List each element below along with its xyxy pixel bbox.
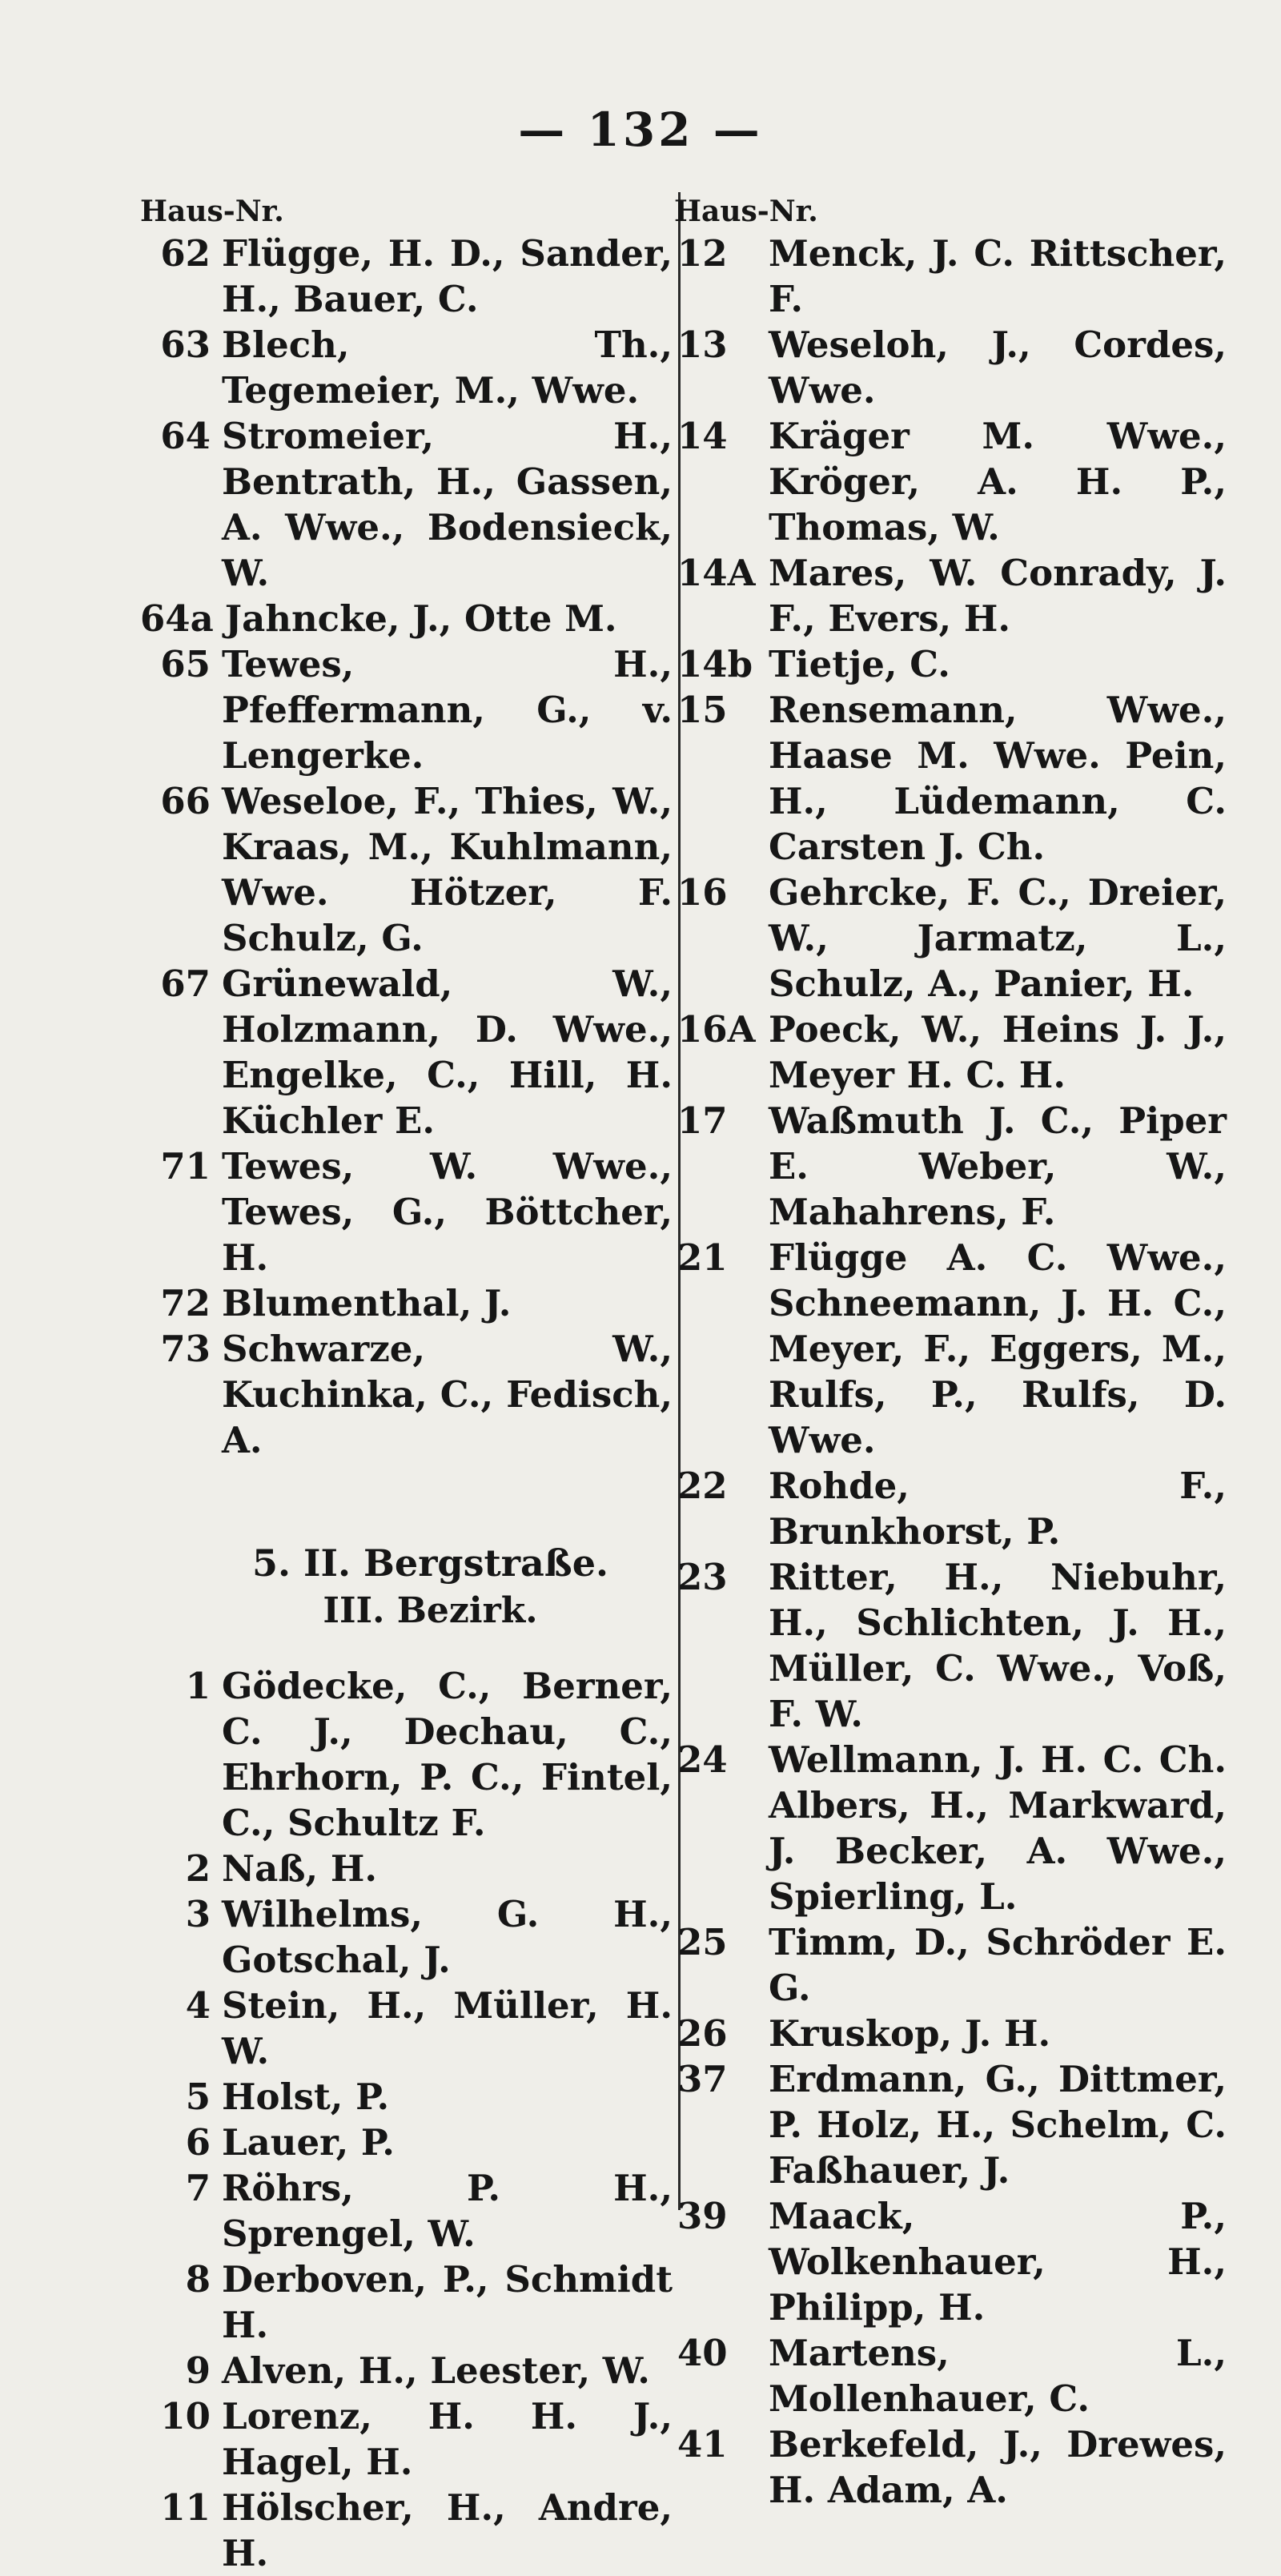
directory-entry (674, 1235, 1227, 1463)
directory-entry (140, 2257, 673, 2348)
house-number: 6 (185, 2121, 211, 2164)
house-number: 3 (185, 1893, 211, 1935)
resident-names: Stein, H., Müller, H. W. (222, 1984, 673, 2072)
resident-names: Poeck, W., Heins J. J., Meyer H. C. H. (769, 1008, 1227, 1096)
right-column-header: Haus-Nr. (674, 195, 818, 228)
resident-names: Lauer, P. (222, 2121, 395, 2164)
directory-entry (140, 1326, 673, 1463)
directory-entry (674, 1919, 1227, 2011)
house-number: 17 (677, 1099, 728, 1142)
house-number: 5 (185, 2076, 211, 2118)
house-number: 39 (677, 2195, 728, 2237)
directory-entry (674, 1463, 1227, 1554)
house-number: 67 (160, 962, 211, 1005)
directory-entry (674, 2056, 1227, 2193)
house-number: 1 (185, 1665, 211, 1707)
resident-names: Menck, J. C. Rittscher, F. (769, 232, 1227, 320)
house-number: 40 (677, 2332, 728, 2374)
directory-entry (140, 961, 673, 1143)
resident-names: Hölscher, H., Andre, H. (222, 2486, 673, 2574)
resident-names: Alven, H., Leester, W. (222, 2349, 650, 2392)
house-number: 64a (140, 597, 214, 640)
house-number: 37 (677, 2058, 728, 2100)
house-number: 41 (677, 2423, 728, 2465)
resident-names: Blumenthal, J. (222, 1282, 512, 1324)
directory-entry (674, 1737, 1227, 1919)
directory-entry (140, 2393, 673, 2485)
resident-names: Flügge A. C. Wwe., Schneemann, J. H. C., Meyer, F., Eggers, M., Rulfs, P., Rulfs, D. Wwe. (769, 1236, 1227, 1461)
directory-entry (140, 641, 673, 778)
house-number: 8 (185, 2258, 211, 2301)
directory-entry (140, 2485, 673, 2576)
house-number: 22 (677, 1465, 728, 1507)
right-entry-list (674, 231, 1227, 2513)
directory-entry (140, 1891, 673, 1983)
directory-entry (674, 322, 1227, 413)
house-number: 62 (160, 232, 211, 275)
house-number: 14 (677, 415, 728, 457)
resident-names: Kruskop, J. H. (769, 2012, 1051, 2055)
resident-names: Kräger M. Wwe., Kröger, A. H. P., Thomas, W. (769, 415, 1227, 549)
directory-entry (674, 231, 1227, 322)
house-number: 16 (677, 871, 728, 914)
resident-names: Berkefeld, J., Drewes, H. Adam, A. (769, 2423, 1227, 2511)
directory-entry (674, 641, 1227, 687)
resident-names: Erdmann, G., Dittmer, P. Holz, H., Schelm, C. Faßhauer, J. (769, 2058, 1227, 2192)
resident-names: Weseloe, F., Thies, W., Kraas, M., Kuhlmann, Wwe. Hötzer, F. Schulz, G. (222, 780, 673, 959)
directory-entry (140, 2120, 673, 2165)
house-number: 72 (160, 1282, 211, 1324)
left-column (140, 192, 673, 2576)
resident-names: Gödecke, C., Berner, C. J., Dechau, C., Ehrhorn, P. C., Fintel, C., Schultz F. (222, 1665, 673, 1844)
resident-names: Röhrs, P. H., Sprengel, W. (222, 2167, 673, 2255)
resident-names: Naß, H. (222, 1847, 377, 1890)
directory-entry (674, 2330, 1227, 2421)
resident-names: Rohde, F., Brunkhorst, P. (769, 1465, 1227, 1553)
directory-entry (140, 2348, 673, 2393)
directory-entry (674, 687, 1227, 870)
house-number: 65 (160, 643, 211, 685)
directory-entry (140, 1663, 673, 1846)
house-number: 66 (160, 780, 211, 822)
house-number: 7 (185, 2167, 211, 2209)
directory-entry (140, 596, 673, 641)
resident-names: Blech, Th., Tegemeier, M., Wwe. (222, 324, 673, 412)
directory-entry (140, 2165, 673, 2257)
house-number: 14A (677, 552, 756, 594)
resident-names: Maack, P., Wolkenhauer, H., Philipp, H. (769, 2195, 1227, 2329)
left-column-header: Haus-Nr. (140, 195, 284, 228)
house-number: 23 (677, 1556, 728, 1598)
resident-names: Mares, W. Conrady, J. F., Evers, H. (769, 552, 1227, 640)
directory-entry (140, 1143, 673, 1280)
directory-entry (140, 1280, 673, 1326)
resident-names: Tewes, W. Wwe., Tewes, G., Böttcher, H. (222, 1145, 673, 1279)
house-number: 16A (677, 1008, 756, 1051)
left-entry-list (140, 231, 673, 1463)
house-number: 4 (185, 1984, 211, 2027)
directory-entry (674, 550, 1227, 641)
resident-names: Weseloh, J., Cordes, Wwe. (769, 324, 1227, 412)
house-number: 26 (677, 2012, 728, 2055)
directory-entry (140, 2074, 673, 2120)
resident-names: Stromeier, H., Bentrath, H., Gassen, A. Wwe., Bodensieck, W. (222, 415, 673, 594)
directory-entry (674, 870, 1227, 1007)
resident-names: Timm, D., Schröder E. G. (769, 1921, 1227, 2009)
resident-names: Wilhelms, G. H., Gotschal, J. (222, 1893, 673, 1981)
resident-names: Derboven, P., Schmidt H. (222, 2258, 673, 2346)
house-number: 21 (677, 1236, 728, 1279)
directory-entry (674, 1554, 1227, 1737)
right-column (674, 192, 1227, 2513)
resident-names: Waßmuth J. C., Piper E. Weber, W., Mahahrens, F. (769, 1099, 1227, 1233)
directory-entry (674, 2011, 1227, 2056)
section-title: 5. II. Bergstraße. (251, 1541, 609, 1585)
resident-names: Martens, L., Mollenhauer, C. (769, 2332, 1227, 2420)
directory-entry (674, 413, 1227, 550)
directory-entry (140, 413, 673, 596)
house-number: 25 (677, 1921, 728, 1963)
house-number: 2 (185, 1847, 211, 1890)
section-district: III. Bezirk. (323, 1590, 538, 1631)
house-number: 10 (160, 2395, 211, 2437)
directory-entry (674, 1007, 1227, 1098)
resident-names: Tewes, H., Pfeffermann, G., v. Lengerke. (222, 643, 673, 777)
house-number: 14b (677, 643, 753, 685)
resident-names: Holst, P. (222, 2076, 390, 2118)
directory-entry (140, 778, 673, 961)
directory-entry (140, 322, 673, 413)
directory-entry (140, 1983, 673, 2074)
house-number: 12 (677, 232, 728, 275)
resident-names: Jahncke, J., Otte M. (224, 597, 617, 640)
house-number: 24 (677, 1738, 728, 1781)
house-number: 71 (160, 1145, 211, 1188)
resident-names: Flügge, H. D., Sander, H., Bauer, C. (222, 232, 673, 320)
directory-entry (140, 1846, 673, 1891)
house-number: 11 (160, 2486, 211, 2529)
house-number: 73 (160, 1328, 211, 1370)
section-entry-list (140, 1663, 673, 2576)
directory-entry (674, 2421, 1227, 2513)
directory-entry (140, 231, 673, 322)
resident-names: Rensemann, Wwe., Haase M. Wwe. Pein, H., Lüdemann, C. Carsten J. Ch. (769, 689, 1227, 868)
house-number: 64 (160, 415, 211, 457)
house-number: 15 (677, 689, 728, 731)
resident-names: Gehrcke, F. C., Dreier, W., Jarmatz, L., Schulz, A., Panier, H. (769, 871, 1227, 1005)
directory-entry (674, 2193, 1227, 2330)
resident-names: Schwarze, W., Kuchinka, C., Fedisch, A. (222, 1328, 673, 1461)
house-number: 9 (185, 2349, 211, 2392)
resident-names: Wellmann, J. H. C. Ch. Albers, H., Markward, J. Becker, A. Wwe., Spierling, L. (769, 1738, 1227, 1918)
house-number: 13 (677, 324, 728, 366)
directory-entry (674, 1098, 1227, 1235)
house-number: 63 (160, 324, 211, 366)
resident-names: Tietje, C. (769, 643, 950, 685)
resident-names: Grünewald, W., Holzmann, D. Wwe., Engelke, C., Hill, H. Küchler E. (222, 962, 673, 1142)
resident-names: Lorenz, H. H. J., Hagel, H. (222, 2395, 673, 2483)
resident-names: Ritter, H., Niebuhr, H., Schlichten, J. H., Müller, C. Wwe., Voß, F. W. (769, 1556, 1227, 1735)
page-number: — 132 — (518, 102, 763, 157)
